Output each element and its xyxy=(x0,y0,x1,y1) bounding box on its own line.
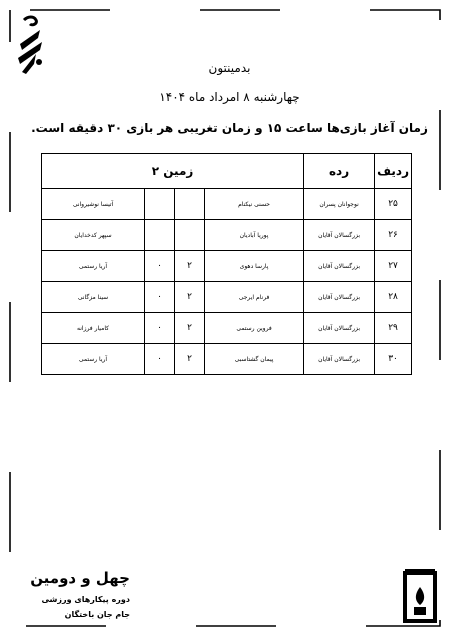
score-one xyxy=(175,220,205,251)
row-category: بزرگسالان آقایان xyxy=(304,282,375,313)
score-two xyxy=(145,220,175,251)
footer-title: چهل و دومین xyxy=(30,569,130,587)
row-number: ۲۹ xyxy=(375,313,412,344)
footer-subtitle: دوره پیکارهای ورزشی xyxy=(41,595,130,604)
header-category: رده xyxy=(304,154,375,189)
sport-title: بدمینتون xyxy=(208,61,251,75)
match-table xyxy=(41,153,412,375)
row-number: ۲۷ xyxy=(375,251,412,282)
score-two: ۰ xyxy=(145,251,175,282)
score-one: ۲ xyxy=(175,344,205,375)
table-row xyxy=(42,189,412,220)
score-two: ۰ xyxy=(145,313,175,344)
row-category: نوجوانان پسران xyxy=(304,189,375,220)
header-court: زمین ۲ xyxy=(42,154,304,189)
score-two xyxy=(145,189,175,220)
player-two: سپهر کدخدایان xyxy=(42,220,145,251)
footer-caption xyxy=(20,568,130,621)
player-one: پوریا آبادیان xyxy=(205,220,304,251)
score-one: ۲ xyxy=(175,313,205,344)
player-two: کامیار فرزانه xyxy=(42,313,145,344)
row-category: بزرگسالان آقایان xyxy=(304,344,375,375)
row-number: ۲۶ xyxy=(375,220,412,251)
score-one: ۲ xyxy=(175,251,205,282)
emblem-icon xyxy=(403,567,437,623)
row-number: ۲۵ xyxy=(375,189,412,220)
score-one: ۲ xyxy=(175,282,205,313)
table-row xyxy=(42,313,412,344)
player-one: فروین رستمی xyxy=(205,313,304,344)
player-two: آتیسا نوشیروانی xyxy=(42,189,145,220)
score-two: ۰ xyxy=(145,282,175,313)
table-row xyxy=(42,220,412,251)
footer-subtitle-2: جام جان باختگان xyxy=(64,610,130,619)
row-category: بزرگسالان آقایان xyxy=(304,313,375,344)
row-category: بزرگسالان آقایان xyxy=(304,220,375,251)
player-two: سینا مزگانی xyxy=(42,282,145,313)
player-two: آریا رستمی xyxy=(42,344,145,375)
row-number: ۲۸ xyxy=(375,282,412,313)
player-one: پارسا دهوی xyxy=(205,251,304,282)
row-category: بزرگسالان آقایان xyxy=(304,251,375,282)
header-row-number: ردیف xyxy=(375,154,412,189)
score-one xyxy=(175,189,205,220)
table-row xyxy=(42,251,412,282)
event-date: چهارشنبه ۸ امرداد ماه ۱۴۰۴ xyxy=(159,90,300,104)
player-one: فرنام ایرجی xyxy=(205,282,304,313)
table-row xyxy=(42,282,412,313)
table-row xyxy=(42,344,412,375)
player-one: حسنی نیکنام xyxy=(205,189,304,220)
table-header-row xyxy=(42,154,412,189)
player-two: آریا رستمی xyxy=(42,251,145,282)
row-number: ۳۰ xyxy=(375,344,412,375)
timing-note: زمان آغاز بازی‌ها ساعت ۱۵ و زمان تغریبی هر بازی ۳۰ دقیقه است. xyxy=(31,121,428,135)
player-one: پیمان گشتاسبی xyxy=(205,344,304,375)
score-two: ۰ xyxy=(145,344,175,375)
